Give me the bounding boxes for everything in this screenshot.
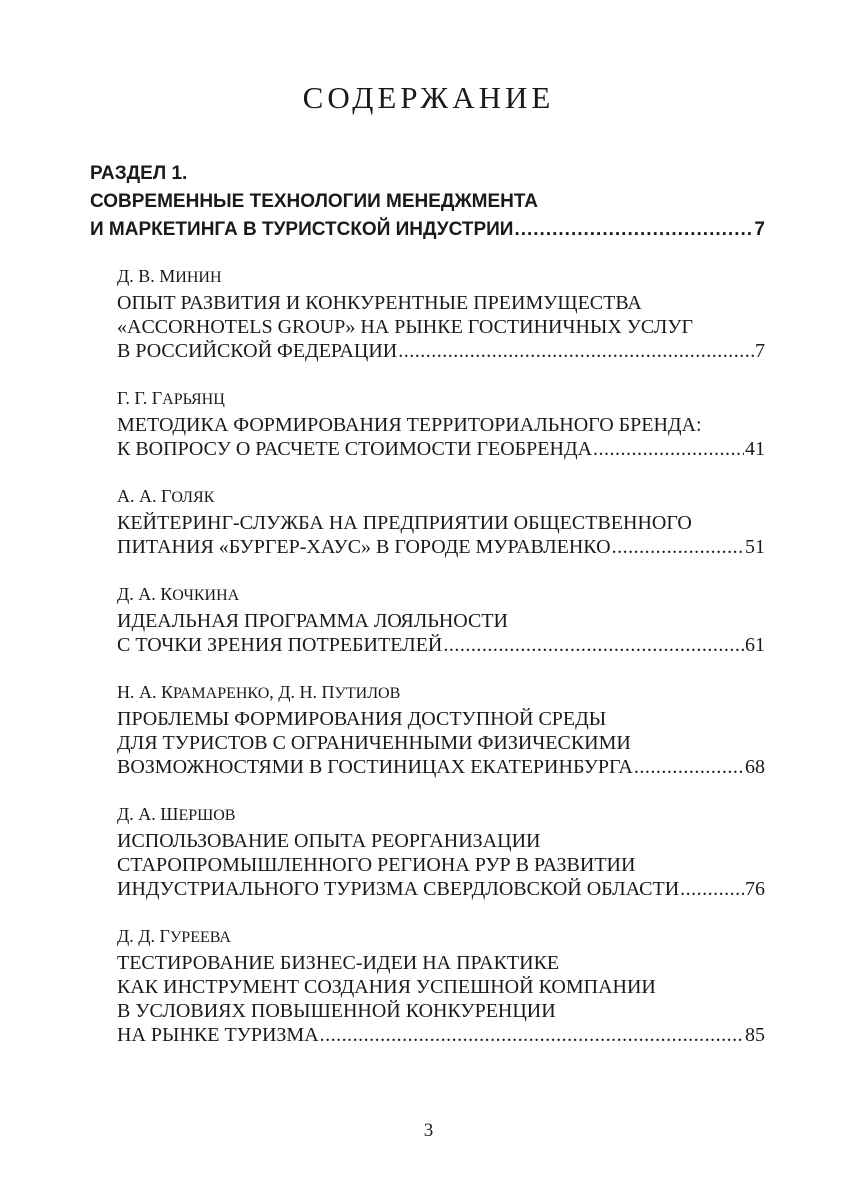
page-number: 3: [423, 1120, 434, 1141]
entry-author: Д. А. КОЧКИНА: [117, 584, 240, 604]
entry-title-leader: [117, 877, 765, 901]
entry-title-line: ИСПОЛЬЗОВАНИЕ ОПЫТА РЕОРГАНИЗАЦИИ: [117, 830, 541, 852]
dot-leader: [398, 339, 754, 363]
entry-author: Д. Д. ГУРЕЕВА: [117, 926, 231, 946]
toc-entry[interactable]: [117, 484, 765, 559]
page-title: СОДЕРЖАНИЕ: [302, 80, 555, 115]
entry-title-line: НА РЫНКЕ ТУРИЗМА: [117, 1024, 319, 1046]
entry-title-leader: [117, 437, 765, 461]
entry-page-number: 68: [745, 756, 765, 778]
dot-leader: [320, 1023, 744, 1047]
entry-title-line: С ТОЧКИ ЗРЕНИЯ ПОТРЕБИТЕЛЕЙ: [117, 634, 443, 656]
section-heading[interactable]: [90, 160, 765, 244]
entry-page-number: 51: [745, 536, 765, 558]
entry-author: А. А. ГОЛЯК: [117, 486, 215, 506]
entry-title-leader: [117, 1023, 765, 1047]
dot-leader: [593, 437, 744, 461]
toc-entry[interactable]: [117, 924, 765, 1047]
entry-title-line: В РОССИЙСКОЙ ФЕДЕРАЦИИ: [117, 340, 398, 362]
entry-title-line: ИДЕАЛЬНАЯ ПРОГРАММА ЛОЯЛЬНОСТИ: [117, 610, 508, 632]
section-title-leader: [90, 216, 765, 244]
dot-leader: [514, 216, 753, 244]
entry-title-line: К ВОПРОСУ О РАСЧЕТЕ СТОИМОСТИ ГЕОБРЕНДА: [117, 438, 593, 460]
entry-title-line: ПРОБЛЕМЫ ФОРМИРОВАНИЯ ДОСТУПНОЙ СРЕДЫ: [117, 708, 607, 730]
toc-entry[interactable]: [117, 264, 765, 363]
dot-leader: [612, 535, 744, 559]
entry-title-line: ВОЗМОЖНОСТЯМИ В ГОСТИНИЦАХ ЕКАТЕРИНБУРГА: [117, 756, 633, 778]
toc-entries: [117, 264, 765, 1070]
entry-title-line: ТЕСТИРОВАНИЕ БИЗНЕС-ИДЕИ НА ПРАКТИКЕ: [117, 952, 560, 974]
toc-entry[interactable]: [117, 680, 765, 779]
section-page-number: 7: [754, 219, 765, 240]
entry-title-line: «ACCORHOTELS GROUP» НА РЫНКЕ ГОСТИНИЧНЫХ УСЛУГ: [117, 316, 694, 338]
entry-author: Н. А. КРАМАРЕНКО, Д. Н. ПУТИЛОВ: [117, 682, 401, 702]
dot-leader: [680, 877, 744, 901]
entry-page-number: 61: [745, 634, 765, 656]
entry-page-number: 41: [745, 438, 765, 460]
toc-entry[interactable]: [117, 582, 765, 657]
dot-leader: [634, 755, 744, 779]
entry-title-line: КАК ИНСТРУМЕНТ СОЗДАНИЯ УСПЕШНОЙ КОМПАНИИ: [117, 976, 656, 998]
entry-title-line: МЕТОДИКА ФОРМИРОВАНИЯ ТЕРРИТОРИАЛЬНОГО БРЕНДА:: [117, 414, 702, 436]
entry-title-leader: [117, 755, 765, 779]
entry-title-line: ОПЫТ РАЗВИТИЯ И КОНКУРЕНТНЫЕ ПРЕИМУЩЕСТВА: [117, 292, 642, 314]
entry-title-leader: [117, 633, 765, 657]
entry-page-number: 7: [755, 340, 765, 362]
entry-page-number: 76: [745, 878, 765, 900]
entry-title-line: СТАРОПРОМЫШЛЕННОГО РЕГИОНА РУР В РАЗВИТИИ: [117, 854, 636, 876]
entry-author: Д. В. МИНИН: [117, 266, 222, 286]
section-title-line: И МАРКЕТИНГА В ТУРИСТСКОЙ ИНДУСТРИИ: [90, 219, 514, 240]
entry-page-number: 85: [745, 1024, 765, 1046]
entry-title-line: ИНДУСТРИАЛЬНОГО ТУРИЗМА СВЕРДЛОВСКОЙ ОБЛАСТИ: [117, 878, 680, 900]
entry-title-leader: [117, 535, 765, 559]
entry-title-line: КЕЙТЕРИНГ-СЛУЖБА НА ПРЕДПРИЯТИИ ОБЩЕСТВЕННОГО: [117, 512, 692, 534]
section-title-line: СОВРЕМЕННЫЕ ТЕХНОЛОГИИ МЕНЕДЖМЕНТА: [90, 191, 538, 212]
entry-title-line: ПИТАНИЯ «БУРГЕР-ХАУС» В ГОРОДЕ МУРАВЛЕНКО: [117, 536, 611, 558]
toc-entry[interactable]: [117, 386, 765, 461]
entry-title-line: В УСЛОВИЯХ ПОВЫШЕННОЙ КОНКУРЕНЦИИ: [117, 1000, 556, 1022]
entry-title-line: ДЛЯ ТУРИСТОВ С ОГРАНИЧЕННЫМИ ФИЗИЧЕСКИМИ: [117, 732, 631, 754]
section-number: РАЗДЕЛ 1.: [90, 163, 188, 184]
entry-title-leader: [117, 339, 765, 363]
toc-entry[interactable]: [117, 802, 765, 901]
entry-author: Д. А. ШЕРШОВ: [117, 804, 236, 824]
entry-author: Г. Г. ГАРЬЯНЦ: [117, 388, 225, 408]
dot-leader: [443, 633, 744, 657]
